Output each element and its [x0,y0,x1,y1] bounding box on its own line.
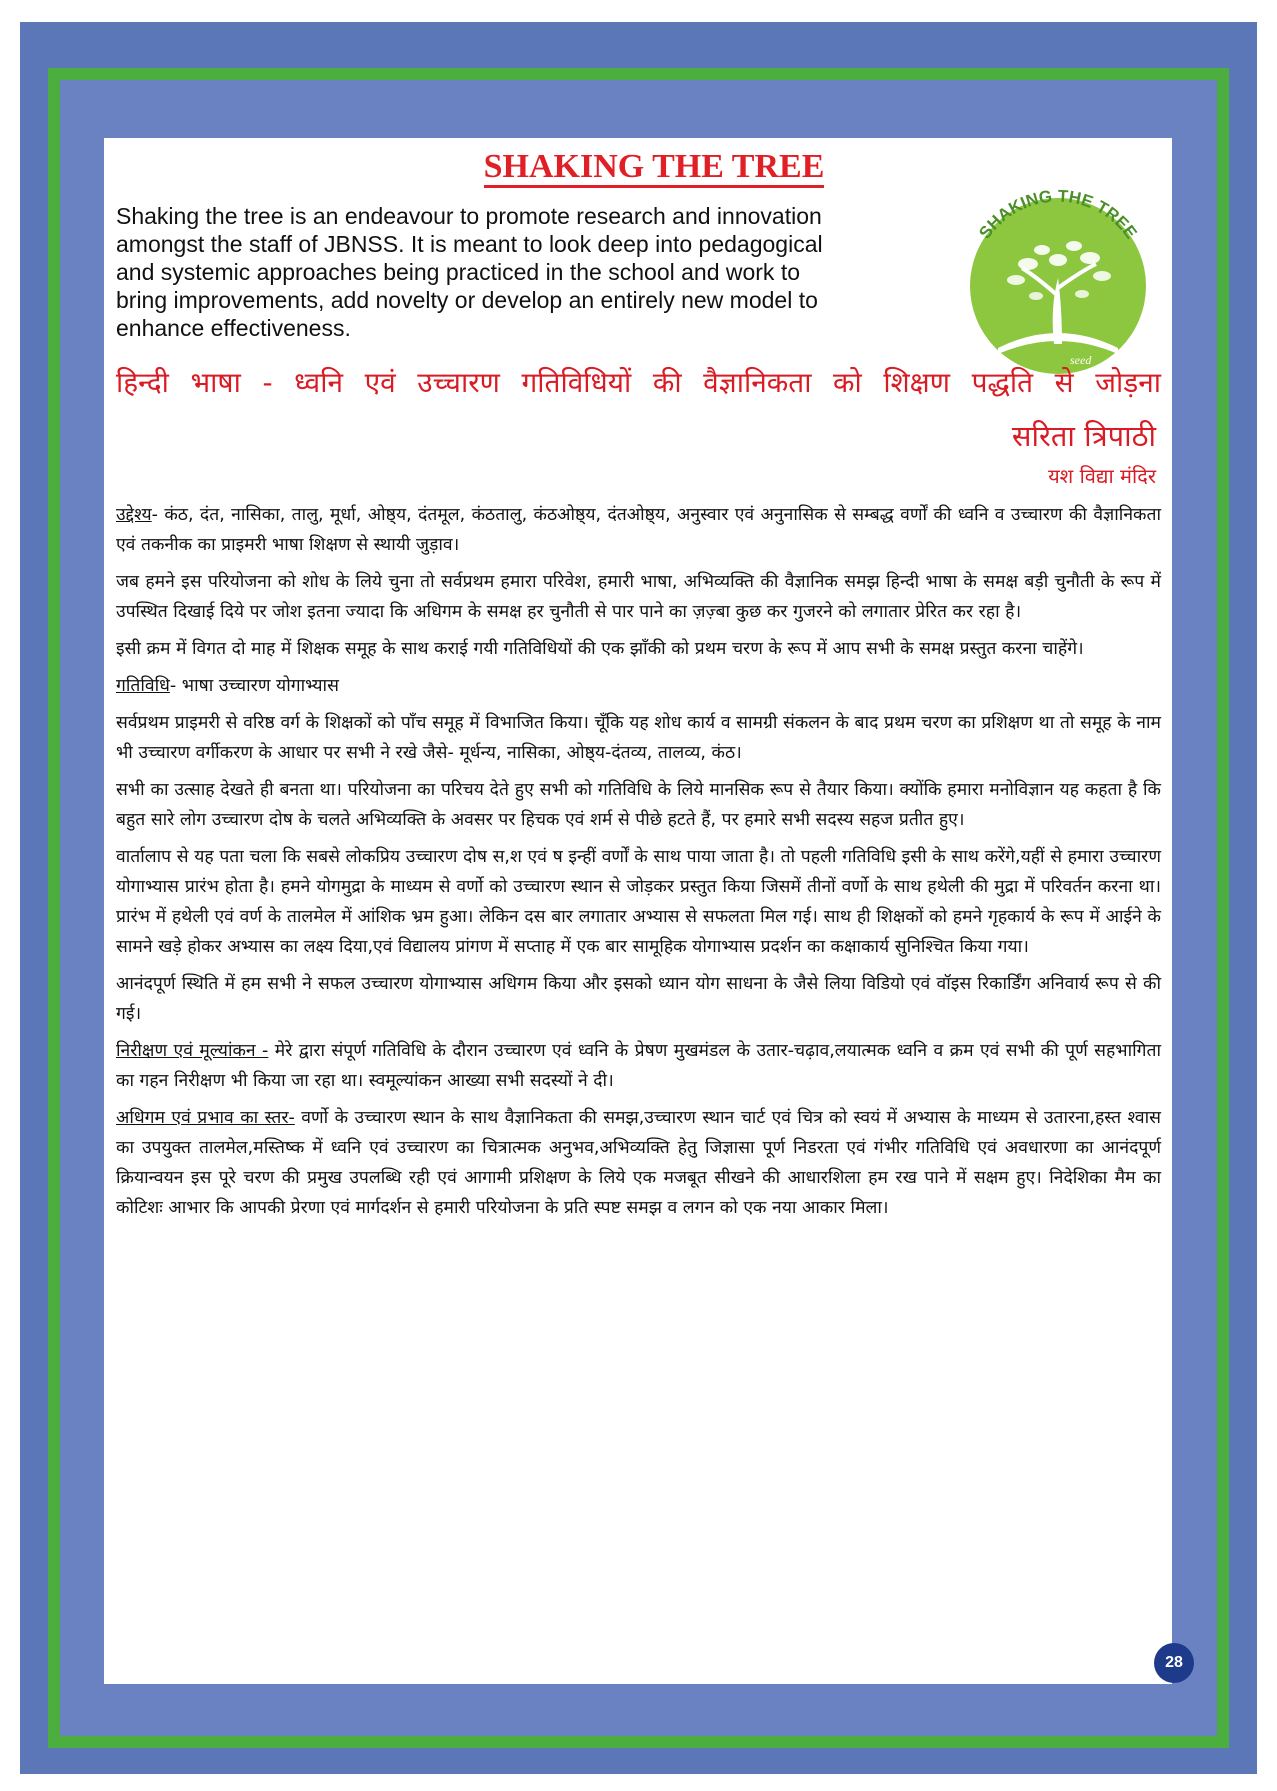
impact-label: अधिगम एवं प्रभाव का स्तर- [116,1108,295,1128]
intro-paragraph: Shaking the tree is an endeavour to promote research and innovation amongst the staff of JBNSS. It is meant to look deep into pedagogical and systemic approaches being practiced in the school and work to bring improvements, add novelty or develop an entirely new model to enhance effectiveness. [116,203,823,341]
body-paragraph: सर्वप्रथम प्राइमरी से वरिष्ठ वर्ग के शिक्षकों को पाँच समूह में विभाजित किया। चूँकि यह शोध कार्य व सामग्री संकलन के बाद प्रथम चरण का प्रशिक्षण था तो समूह के नाम भी उच्चारण वर्गीकरण के आधार पर सभी ने रखे जैसे- मूर्धन्य, नासिका, ओष्ठ्य-दंतव्य, तालव्य, कंठ। [116,713,1161,763]
objective-label: उद्देश्य [116,505,152,525]
activity-label: गतिविधि [116,676,170,696]
page-sheet [104,138,1172,1684]
evaluation-paragraph: निरीक्षण एवं मूल्यांकन - मेरे द्वारा संपूर्ण गतिविधि के दौरान उच्चारण एवं ध्वनि के प्रेषण मुखमंडल के उतार-चढ़ाव,लयात्मक ध्वनि व क्रम एवं सभी की पूर्ण सहभागिता का गहन निरीक्षण भी किया जा रहा था। स्वमूल्यांकन आख्या सभी सदस्यों ने दी। [116,1041,1161,1091]
evaluation-label: निरीक्षण एवं मूल्यांकन - [116,1041,269,1061]
page-title: SHAKING THE TREE [104,148,1204,186]
logo-seed-text: seed [1070,353,1092,367]
article-title: हिन्दी भाषा - ध्वनि एवं उच्चारण गतिविधियों की वैज्ञानिकता को शिक्षण पद्धति से जोड़ना [116,366,1161,399]
body-paragraph: आनंदपूर्ण स्थिति में हम सभी ने सफल उच्चारण योगाभ्यास अधिगम किया और इसको ध्यान योग साधना के जैसे लिया विडियो एवं वॉइस रिकार्डिंग अनिवार्य रूप से की गई। [116,974,1161,1024]
body-paragraph: जब हमने इस परियोजना को शोध के लिये चुना तो सर्वप्रथम हमारा परिवेश, हमारी भाषा, अभिव्यक्ति की वैज्ञानिक समझ हिन्दी भाषा के समक्ष बड़ी चुनौती के रूप में उपस्थित दिखाई दिये पर जोश इतना ज्यादा कि अधिगम के समक्ष हर चुनौती से पार पाने का ज़ज़्बा कुछ कर गुजरने को लगातार प्रेरित कर रहा है। [116,572,1161,622]
author-school: यश विद्या मंदिर [1048,464,1156,488]
shaking-the-tree-logo [950,168,1166,384]
body-paragraph: सभी का उत्साह देखते ही बनता था। परियोजना का परिचय देते हुए सभी को गतिविधि के लिये मानसिक रूप से तैयार किया। क्योंकि हमारा मनोविज्ञान यह कहता है कि बहुत सारे लोग उच्चारण दोष के चलते अभिव्यक्ति के अवसर पर हिचक एवं शर्म से पीछे हटते हैं, पर हमारे सभी सदस्य सहज प्रतीत हुए। [116,780,1161,830]
article-author: सरिता त्रिपाठी [1011,419,1156,453]
impact-paragraph: अधिगम एवं प्रभाव का स्तर- वर्णो के उच्चारण स्थान के साथ वैज्ञानिकता की समझ,उच्चारण स्थान चार्ट एवं चित्र को स्वयं में अभ्यास के माध्यम से उतारना,हस्त श्वास का उपयुक्त तालमेल,मस्तिष्क में ध्वनि एवं उच्चारण का चित्रात्मक अनुभव,अभिव्यक्ति हेतु जिज्ञासा पूर्ण निडरता एवं गंभीर गतिविधि एवं अवधारणा का आनंदपूर्ण क्रियान्वयन इस पूरे चरण की प्रमुख उपलब्धि रही एवं आगामी प्रशिक्षण के लिये एक मजबूत सीखने की आधारशिला हम रख पाने में सक्षम हुए। निदेशिका मैम का कोटिशः आभार कि आपकी प्रेरणा एवं मार्गदर्शन से हमारी परियोजना के प्रति स्पष्ट समझ व लगन को एक नया आकार मिला। [116,1108,1161,1218]
objective-paragraph: उद्देश्य- कंठ, दंत, नासिका, तालु, मूर्धा, ओष्ठ्य, दंतमूल, कंठतालु, कंठओष्ठ्य, दंतओष्ठ्य, अनुस्वार एवं अनुनासिक से सम्बद्ध वर्णों की ध्वनि व उच्चारण की वैज्ञानिकता एवं तकनीक का प्राइमरी भाषा शिक्षण से स्थायी जुड़ाव। [116,505,1161,555]
body-paragraph: इसी क्रम में विगत दो माह में शिक्षक समूह के साथ कराई गयी गतिविधियों की एक झाँकी को प्रथम चरण के रूप में आप सभी के समक्ष प्रस्तुत करना चाहेंगे। [116,639,1084,659]
article-body [116,500,1161,1230]
logo-arc-text: SHAKING THE TREE [975,186,1141,243]
body-paragraph: वार्तालाप से यह पता चला कि सबसे लोकप्रिय उच्चारण दोष स,श एवं ष इन्हीं वर्णों के साथ पाया जाता है। तो पहली गतिविधि इसी के साथ करेंगे,यहीं से हमारा उच्चारण योगाभ्यास प्रारंभ होता है। हमने योगमुद्रा के माध्यम से वर्णो को उच्चारण स्थान से जोड़कर प्रस्तुत किया जिसमें तीनों वर्णो के साथ हथेली की मुद्रा में परिवर्तन करना था। प्रारंभ में हथेली एवं वर्ण के तालमेल में आंशिक भ्रम हुआ। लेकिन दस बार लगातार अभ्यास से सफलता मिल गई। साथ ही शिक्षकों को हमने गृहकार्य के रूप में आईने के सामने खड़े होकर अभ्यास का लक्ष्य दिया,एवं विद्यालय प्रांगण में सप्ताह में एक बार सामूहिक योगाभ्यास प्रदर्शन का कक्षाकार्य सुनिश्चित किया गया। [116,847,1161,957]
page-number-badge: 28 [1154,1643,1194,1683]
activity-paragraph: गतिविधि- भाषा उच्चारण योगाभ्यास [116,676,339,696]
